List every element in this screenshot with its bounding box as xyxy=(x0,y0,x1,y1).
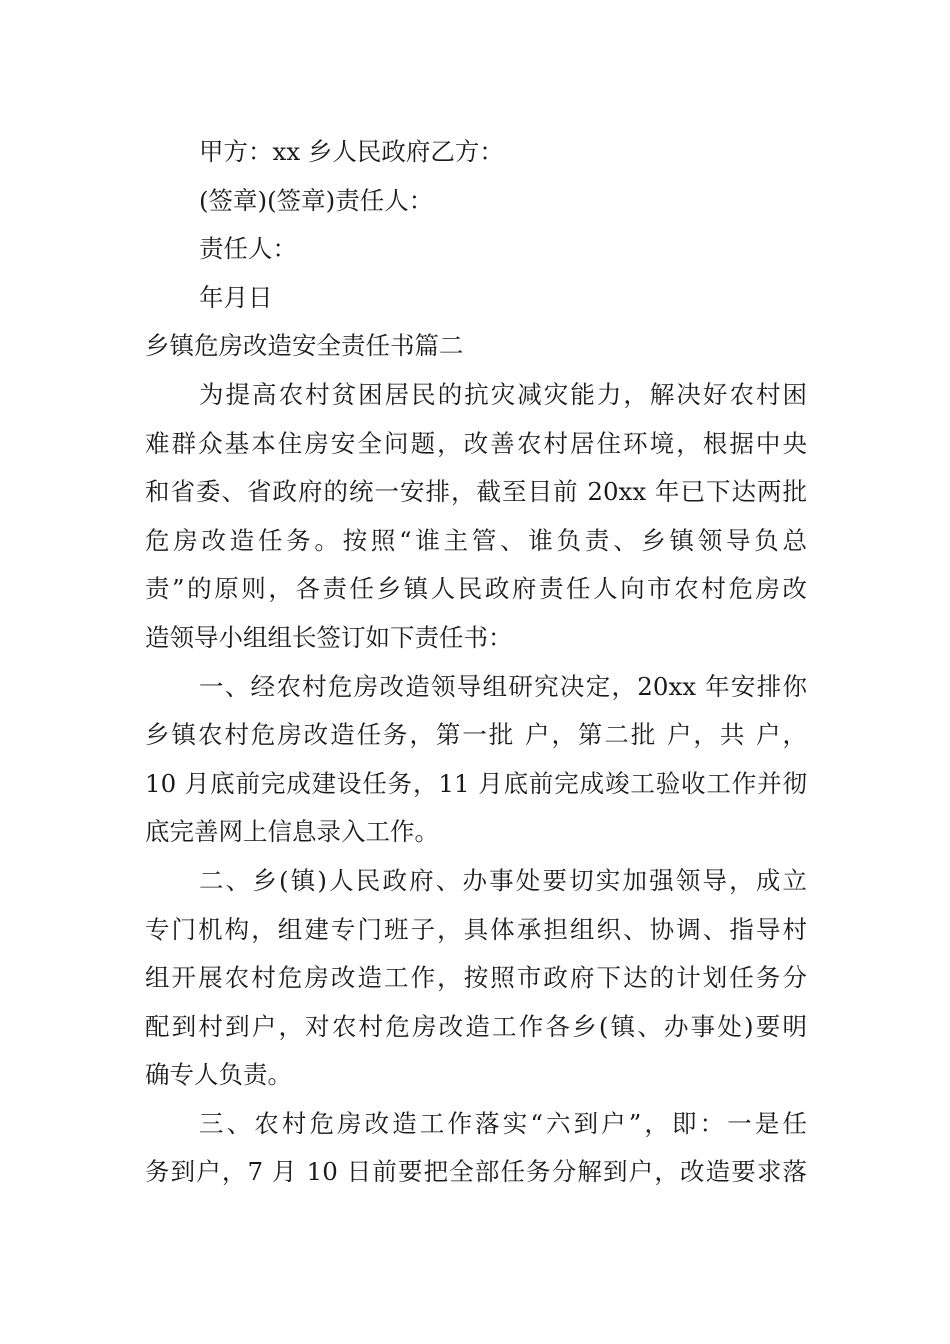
text-line: (签章)(签章)责任人： xyxy=(199,185,434,215)
document-body xyxy=(145,128,807,1197)
text-line: 责”的原则，各责任乡镇人民政府责任人向市农村危房改 xyxy=(145,574,807,604)
text-line: 年月日 xyxy=(199,282,273,312)
text-line: 责任人： xyxy=(199,234,297,264)
section-heading: 乡镇危房改造安全责任书篇二 xyxy=(145,331,464,361)
text-line: 为提高农村贫困居民的抗灾减灾能力，解决好农村困 xyxy=(199,379,807,409)
text-line: 一、经农村危房改造领导组研究决定，20xx 年安排你 xyxy=(199,671,807,701)
text-line: 二、乡(镇)人民政府、办事处要切实加强领导，成立 xyxy=(199,865,807,895)
text-line: 确专人负责。 xyxy=(145,1060,292,1090)
text-line: 配到村到户，对农村危房改造工作各乡(镇、办事处)要明 xyxy=(145,1011,807,1041)
text-line: 务到户，7 月 10 日前要把全部任务分解到户，改造要求落 xyxy=(145,1157,807,1187)
text-line: 危房改造任务。按照“谁主管、谁负责、乡镇领导负总 xyxy=(145,525,807,555)
text-line: 甲方：xx 乡人民政府乙方： xyxy=(199,137,504,166)
text-line: 专门机构，组建专门班子，具体承担组织、协调、指导村 xyxy=(145,914,807,944)
text-line: 组开展农村危房改造工作，按照市政府下达的计划任务分 xyxy=(145,963,807,993)
text-line: 10 月底前完成建设任务，11 月底前完成竣工验收工作并彻 xyxy=(145,768,807,798)
text-line: 和省委、省政府的统一安排，截至目前 20xx 年已下达两批 xyxy=(145,477,807,507)
text-line: 难群众基本住房安全问题，改善农村居住环境，根据中央 xyxy=(145,428,807,458)
text-line: 底完善网上信息录入工作。 xyxy=(145,817,439,847)
text-line: 造领导小组组长签订如下责任书： xyxy=(145,622,513,652)
text-line: 乡镇农村危房改造任务，第一批 户，第二批 户，共 户， xyxy=(145,720,807,750)
text-line: 三、农村危房改造工作落实“六到户”，即：一是任 xyxy=(199,1108,807,1138)
